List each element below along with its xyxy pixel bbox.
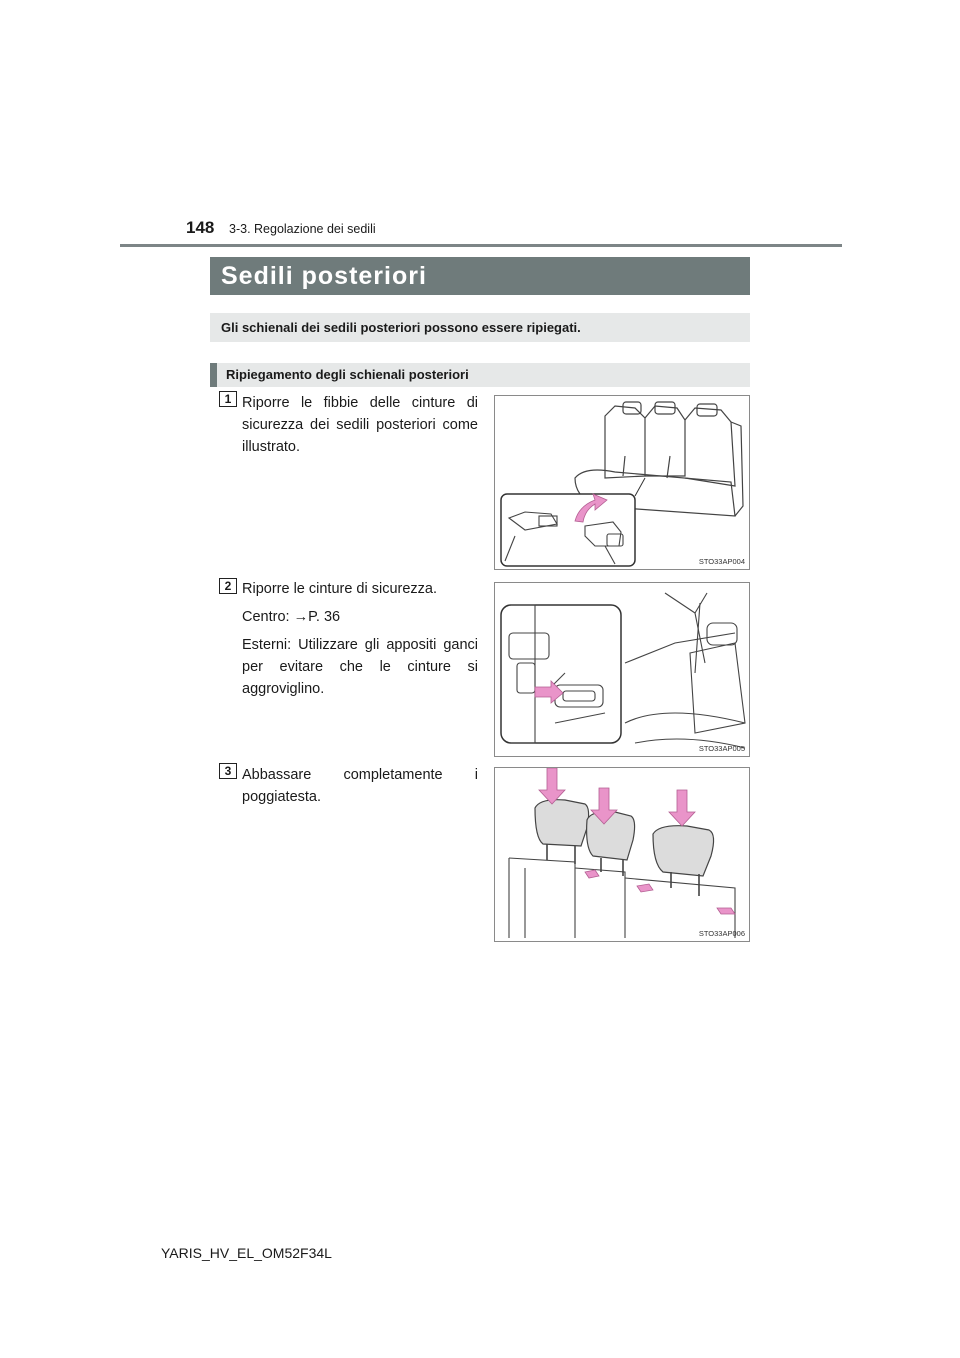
arrow-icon — [717, 908, 735, 914]
arrow-icon — [585, 870, 599, 878]
arrow-icon — [539, 768, 565, 804]
arrow-icon — [637, 884, 653, 892]
page-title: Sedili posteriori — [210, 257, 750, 295]
headrest-illustration — [495, 768, 750, 942]
seatbelt-hook-illustration — [495, 583, 750, 757]
figure-code: STO33AP006 — [698, 929, 745, 938]
step-3-paragraph: Abbassare completamente i poggiatesta. — [242, 767, 478, 805]
figure-code: STO33AP004 — [698, 557, 745, 566]
arrow-icon — [669, 790, 695, 826]
page-number: 148 — [186, 218, 215, 237]
step-number-3: 3 — [219, 763, 237, 779]
step-3-text — [242, 764, 478, 814]
figure-seatbelt-hooks — [494, 582, 750, 757]
step-number-2: 2 — [219, 578, 237, 594]
subheading: Ripiegamento degli schienali posteriori — [210, 363, 750, 387]
intro-box: Gli schienali dei sedili posteriori possono essere ripiegati. — [210, 313, 750, 342]
rear-seat-illustration — [495, 396, 750, 570]
step-1-text — [242, 392, 478, 464]
step-2-paragraph: Centro: →P. 36 — [242, 609, 341, 625]
step-2-paragraph: Esterni: Utilizzare gli appositi ganci per evitare che le cinture si aggroviglino. — [242, 637, 478, 697]
document-code-footer: YARIS_HV_EL_OM52F34L — [161, 1245, 332, 1261]
step-number-1: 1 — [219, 391, 237, 407]
step-2-text — [242, 578, 478, 706]
header-rule — [120, 244, 842, 247]
step-1-paragraph: Riporre le fibbie delle cinture di sicurezza dei sedili posteriori come illustrato. — [242, 395, 478, 455]
figure-seatbelt-buckles — [494, 395, 750, 570]
step-2-paragraph: Riporre le cinture di sicurezza. — [242, 581, 438, 597]
figure-headrests — [494, 767, 750, 942]
figure-code: STO33AP005 — [698, 744, 745, 753]
section-reference: 3-3. Regolazione dei sedili — [229, 222, 376, 236]
